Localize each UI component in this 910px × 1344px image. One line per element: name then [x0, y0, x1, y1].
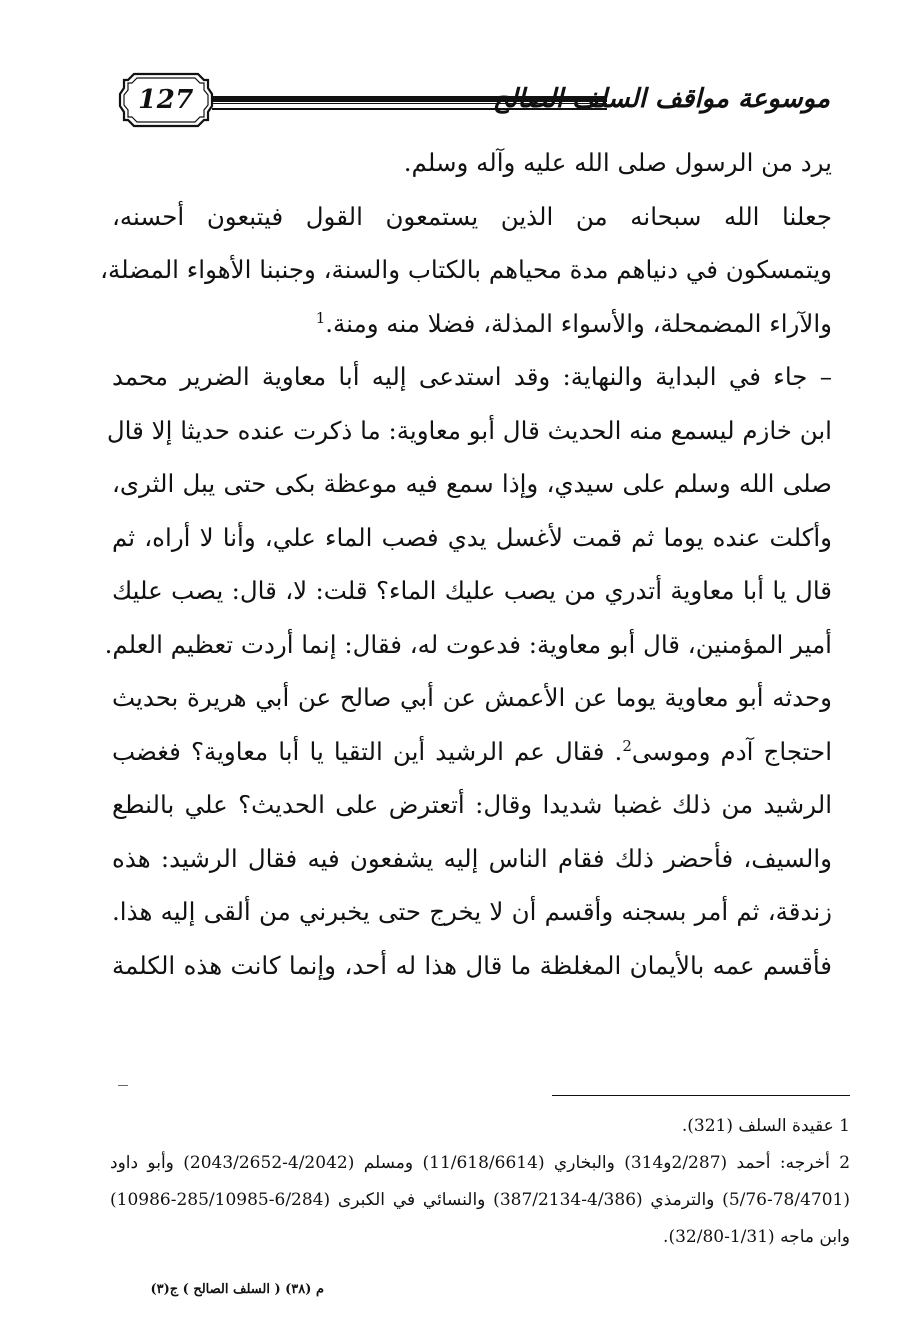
text-line-15: زندقة، ثم أمر بسجنه وأقسم أن لا يخرج حتى يخبرني من ألقى إليه هذا. — [112, 897, 832, 926]
body-text — [100, 136, 832, 992]
printer-signature: م (٣٨) ( السلف الصالح ) ج(٣) — [150, 1282, 324, 1297]
text-line-16: فأقسم عمه بالأيمان المغلظة ما قال هذا له أحد، وإنما كانت هذه الكلمة — [112, 950, 832, 980]
text-line-2: جعلنا الله سبحانه من الذين يستمعون القول فيتبعون أحسنه، — [112, 201, 832, 231]
text-line-12-start: احتجاج آدم وموسى — [631, 736, 832, 766]
footnote-2-line-3: وابن ماجه (1/31-32/80). — [663, 1227, 850, 1247]
text-line-10: أمير المؤمنين، قال أبو معاوية: فدعوت له، فقال: إنما أردت تعظيم العلم. — [104, 629, 832, 659]
text-line-9: قال يا أبا معاوية أتدري من يصب عليك الماء؟ قلت: لا، قال: يصب عليك — [112, 576, 832, 605]
page-number: 127 — [138, 85, 194, 115]
footnote-ref-2: 2 — [622, 736, 632, 755]
text-line-6: ابن خازم ليسمع منه الحديث قال أبو معاوية: ما ذكرت عنده حديثا إلا قال — [106, 415, 832, 445]
text-line-12-end: . فقال عم الرشيد أين التقيا يا أبا معاوية؟ فغضب — [112, 736, 623, 766]
text-line-3: ويتمسكون في دنياهم مدة محياهم بالكتاب والسنة، وجنبنا الأهواء المضلة، — [100, 255, 832, 284]
text-line-5: – جاء في البداية والنهاية: وقد استدعى إليه أبا معاوية الضرير محمد — [112, 362, 832, 391]
page-header — [100, 60, 830, 140]
text-line-12 — [112, 725, 832, 779]
footnote-separator — [552, 1095, 850, 1096]
text-line-4-content: والآراء المضمحلة، والأسواء المذلة، فضلا منه ومنة. — [325, 308, 832, 338]
margin-tick — [118, 1085, 128, 1086]
text-line-7: صلى الله وسلم على سيدي، وإذا سمع فيه موعظة بكى حتى يبل الثرى، — [112, 469, 832, 498]
footnote-1: 1 عقيدة السلف (321). — [681, 1116, 850, 1136]
footnotes — [110, 1108, 850, 1256]
footnote-ref-1: 1 — [315, 308, 326, 327]
text-line-11: وحدثه أبو معاوية يوما عن الأعمش عن أبي صالح عن أبي هريرة بحديث — [112, 683, 832, 712]
footnote-2-line-2: (5/76-78/4701) والترمذي (4/386-387/2134) والنسائي في الكبرى (6/284-285/10985-10986) — [110, 1190, 850, 1210]
text-line-1: يرد من الرسول صلى الله عليه وآله وسلم. — [403, 148, 832, 177]
text-line-14: والسيف، فأحضر ذلك فقام الناس إليه يشفعون فيه فقال الرشيد: هذه — [112, 843, 832, 873]
page-number-badge — [118, 68, 214, 132]
text-line-4 — [112, 297, 832, 351]
text-line-8: وأكلت عنده يوما ثم قمت لأغسل يدي فصب الماء علي، وأنا لا أراه، ثم — [112, 522, 832, 552]
book-title: موسوعة مواقف السلف الصالح — [492, 84, 830, 114]
text-line-13: الرشيد من ذلك غضبا شديدا وقال: أتعترض على الحديث؟ علي بالنطع — [112, 790, 832, 819]
footnote-2-line-1: 2 أخرجه: أحمد (2/287و314) والبخاري (11/618/6614) ومسلم (4/2042-2043/2652) وأبو داود — [110, 1153, 851, 1173]
